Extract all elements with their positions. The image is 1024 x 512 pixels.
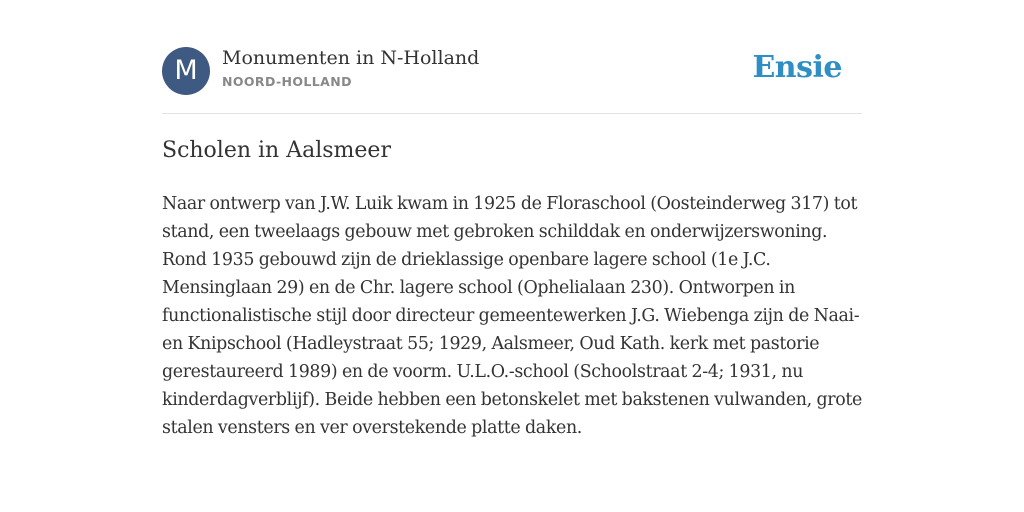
divider — [162, 113, 862, 114]
article-body: Naar ontwerp van J.W. Luik kwam in 1925 de Floraschool (Oosteinderweg 317) tot stand, een tweelaags gebouw met gebroken schilddak en onderwijzerswoning. Rond 1935 gebouwd zijn de drieklassige openbare lagere school (1e J.C. Mensinglaan 29) en de Chr. lagere school (Ophelialaan 230). Ontworpen in functionalistische stijl door directeur gemeentewerken J.G. Wiebenga zijn de Naai- en Knipschool (Hadleystraat 55; 1929, Aalsmeer, Oud Kath. kerk met pastorie gerestaureerd 1989) en de voorm. U.L.O.-school (Schoolstraat 2-4; 1931, nu kinderdagverblijf). Beide hebben een betonskelet met bakstenen vulwanden, grote stalen vensters en ver overstekende platte daken. — [162, 194, 862, 438]
header — [162, 46, 862, 96]
avatar[interactable]: M — [162, 47, 210, 95]
entry-card — [162, 0, 862, 512]
brand-logo[interactable]: Ensie — [752, 50, 842, 85]
source-title[interactable]: Monumenten in N-Holland — [222, 47, 480, 69]
source-subtitle: NOORD-HOLLAND — [222, 74, 352, 89]
page-title: Scholen in Aalsmeer — [162, 138, 391, 163]
